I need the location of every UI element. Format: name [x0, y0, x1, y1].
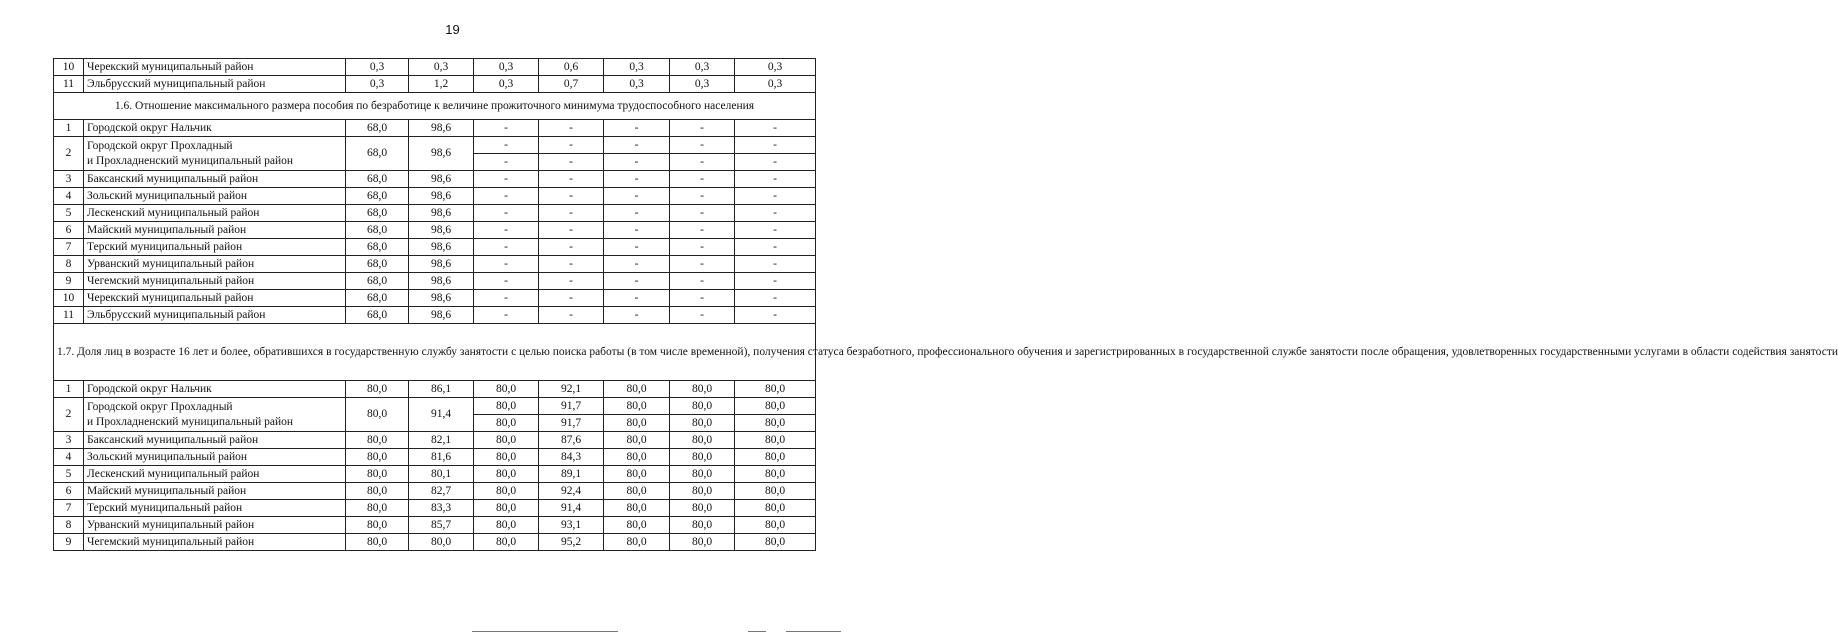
table-row	[54, 534, 816, 551]
value-cell: -	[670, 273, 735, 290]
municipality-name: Терский муниципальный район	[84, 239, 346, 256]
value-cell: 80,0	[346, 500, 409, 517]
value-cell: 86,1	[409, 381, 474, 398]
value-cell: -	[604, 239, 670, 256]
value-cell: 80,0	[474, 415, 539, 432]
value-cell: -	[604, 307, 670, 324]
municipality-name	[84, 137, 346, 171]
value-cell: 80,0	[474, 449, 539, 466]
value-cell: 68,0	[346, 307, 409, 324]
value-cell: 0,3	[409, 59, 474, 76]
value-cell: -	[735, 273, 816, 290]
value-cell: 68,0	[346, 188, 409, 205]
row-number: 11	[54, 307, 84, 324]
section-heading: 1.6. Отношение максимального размера пособия по безработице к величине прожиточного минимума трудоспособного населения	[54, 93, 816, 120]
section-1-6	[54, 93, 816, 171]
value-cell: -	[670, 171, 735, 188]
value-cell: 68,0	[346, 137, 409, 171]
row-number: 1	[54, 120, 84, 137]
value-cell: 91,4	[539, 500, 604, 517]
value-cell: 0,3	[346, 76, 409, 93]
value-cell: -	[539, 120, 604, 137]
value-cell: 80,0	[346, 483, 409, 500]
value-cell: 80,0	[474, 398, 539, 415]
table-row	[54, 239, 816, 256]
value-cell: 91,7	[539, 398, 604, 415]
value-cell: 80,0	[474, 381, 539, 398]
value-cell: 82,7	[409, 483, 474, 500]
value-cell: -	[735, 120, 816, 137]
municipality-name: Майский муниципальный район	[84, 483, 346, 500]
row-number: 5	[54, 466, 84, 483]
value-cell: -	[539, 137, 604, 154]
value-cell: 83,3	[409, 500, 474, 517]
value-cell: 0,3	[604, 59, 670, 76]
municipality-name: Зольский муниципальный район	[84, 188, 346, 205]
row-number: 11	[54, 76, 84, 93]
value-cell: -	[474, 239, 539, 256]
value-cell: -	[604, 273, 670, 290]
footer-rule	[786, 631, 841, 632]
municipality-name-line: Городской округ Прохладный	[87, 400, 233, 413]
value-cell: -	[474, 137, 539, 154]
value-cell: 80,0	[670, 483, 735, 500]
value-cell: 80,0	[474, 466, 539, 483]
value-cell: 80,0	[604, 534, 670, 551]
value-cell: 80,0	[735, 432, 816, 449]
municipality-name: Чегемский муниципальный район	[84, 534, 346, 551]
value-cell: 1,2	[409, 76, 474, 93]
value-cell: -	[670, 205, 735, 222]
value-cell: 80,0	[346, 398, 409, 432]
value-cell: 98,6	[409, 137, 474, 171]
table-row	[54, 381, 816, 398]
value-cell: -	[539, 205, 604, 222]
value-cell: 98,6	[409, 188, 474, 205]
table-row	[54, 449, 816, 466]
value-cell: 91,7	[539, 415, 604, 432]
municipality-name-line: и Прохладненский муниципальный район	[87, 415, 294, 428]
value-cell: 80,0	[604, 381, 670, 398]
municipality-name: Черекский муниципальный район	[84, 290, 346, 307]
row-number: 5	[54, 205, 84, 222]
table-row	[54, 188, 816, 205]
value-cell: -	[670, 256, 735, 273]
value-cell: -	[670, 222, 735, 239]
value-cell: 98,6	[409, 273, 474, 290]
value-cell: 98,6	[409, 290, 474, 307]
value-cell: -	[539, 222, 604, 239]
value-cell: 80,0	[735, 449, 816, 466]
row-number: 6	[54, 222, 84, 239]
value-cell: -	[474, 120, 539, 137]
value-cell: 98,6	[409, 171, 474, 188]
value-cell: 80,1	[409, 466, 474, 483]
value-cell: -	[539, 307, 604, 324]
section-heading-row	[54, 93, 816, 120]
value-cell: 92,1	[539, 381, 604, 398]
municipality-name: Эльбрусский муниципальный район	[84, 307, 346, 324]
value-cell: 80,0	[735, 398, 816, 415]
table-row	[54, 205, 816, 222]
value-cell: 68,0	[346, 120, 409, 137]
municipality-name: Чегемский муниципальный район	[84, 273, 346, 290]
value-cell: 80,0	[735, 466, 816, 483]
value-cell: 81,6	[409, 449, 474, 466]
value-cell: -	[735, 290, 816, 307]
value-cell: -	[539, 256, 604, 273]
value-cell: 98,6	[409, 205, 474, 222]
municipality-name-line: и Прохладненский муниципальный район	[87, 154, 294, 167]
value-cell: 68,0	[346, 239, 409, 256]
value-cell: -	[539, 239, 604, 256]
value-cell: 68,0	[346, 290, 409, 307]
row-number: 9	[54, 273, 84, 290]
section-1-7-rows	[54, 432, 816, 551]
value-cell: 68,0	[346, 273, 409, 290]
value-cell: 80,0	[670, 466, 735, 483]
section-1-7	[54, 324, 1838, 432]
value-cell: -	[735, 154, 816, 171]
section-1-5-tail	[54, 59, 816, 93]
table-row	[54, 307, 816, 324]
municipality-name: Городской округ Нальчик	[84, 120, 346, 137]
value-cell: -	[539, 290, 604, 307]
value-cell: 87,6	[539, 432, 604, 449]
row-number: 4	[54, 188, 84, 205]
row-number: 2	[54, 398, 84, 432]
value-cell: 80,0	[735, 381, 816, 398]
table-row	[54, 483, 816, 500]
row-number: 3	[54, 171, 84, 188]
value-cell: -	[474, 222, 539, 239]
value-cell: 93,1	[539, 517, 604, 534]
row-number: 8	[54, 517, 84, 534]
municipality-name: Урванский муниципальный район	[84, 256, 346, 273]
page-number: 19	[445, 22, 460, 37]
value-cell: -	[735, 307, 816, 324]
value-cell: 0,3	[670, 59, 735, 76]
value-cell: 80,0	[670, 449, 735, 466]
value-cell: -	[735, 239, 816, 256]
value-cell: -	[474, 154, 539, 171]
value-cell: 91,4	[409, 398, 474, 432]
value-cell: 80,0	[604, 466, 670, 483]
value-cell: 0,3	[474, 76, 539, 93]
value-cell: -	[604, 188, 670, 205]
section-1-6-rows	[54, 171, 816, 324]
municipality-name: Майский муниципальный район	[84, 222, 346, 239]
value-cell: -	[670, 307, 735, 324]
municipality-name	[84, 398, 346, 432]
value-cell: 68,0	[346, 256, 409, 273]
row-number: 6	[54, 483, 84, 500]
municipality-name: Терский муниципальный район	[84, 500, 346, 517]
row-number: 2	[54, 137, 84, 171]
value-cell: 80,0	[670, 432, 735, 449]
section-heading-row	[54, 324, 816, 381]
municipality-name: Урванский муниципальный район	[84, 517, 346, 534]
value-cell: -	[735, 137, 816, 154]
value-cell: -	[670, 120, 735, 137]
table-row	[54, 256, 816, 273]
value-cell: 89,1	[539, 466, 604, 483]
municipality-name: Зольский муниципальный район	[84, 449, 346, 466]
municipality-name: Городской округ Нальчик	[84, 381, 346, 398]
value-cell: 68,0	[346, 222, 409, 239]
value-cell: 80,0	[670, 500, 735, 517]
value-cell: -	[604, 205, 670, 222]
value-cell: 0,6	[539, 59, 604, 76]
value-cell: 80,0	[346, 381, 409, 398]
table-row	[54, 59, 816, 76]
value-cell: -	[735, 222, 816, 239]
value-cell: 0,3	[735, 76, 816, 93]
value-cell: 0,3	[346, 59, 409, 76]
value-cell: 80,0	[604, 398, 670, 415]
value-cell: 80,0	[346, 432, 409, 449]
value-cell: 80,0	[670, 415, 735, 432]
value-cell: 0,3	[604, 76, 670, 93]
row-number: 9	[54, 534, 84, 551]
row-number: 8	[54, 256, 84, 273]
table-row	[54, 273, 816, 290]
value-cell: 80,0	[346, 517, 409, 534]
value-cell: 80,0	[735, 517, 816, 534]
municipality-name: Баксанский муниципальный район	[84, 432, 346, 449]
municipality-name-line: Городской округ Прохладный	[87, 139, 233, 152]
value-cell: 80,0	[346, 449, 409, 466]
value-cell: -	[539, 188, 604, 205]
municipality-name: Черекский муниципальный район	[84, 59, 346, 76]
value-cell: 80,0	[346, 534, 409, 551]
table-row	[54, 171, 816, 188]
value-cell: 80,0	[474, 517, 539, 534]
indicators-table	[53, 58, 1838, 551]
value-cell: 80,0	[474, 432, 539, 449]
value-cell: 82,1	[409, 432, 474, 449]
row-number: 4	[54, 449, 84, 466]
row-number: 1	[54, 381, 84, 398]
value-cell: 80,0	[670, 534, 735, 551]
value-cell: -	[735, 171, 816, 188]
value-cell: 0,3	[670, 76, 735, 93]
table-row	[54, 290, 816, 307]
value-cell: 84,3	[539, 449, 604, 466]
value-cell: -	[474, 205, 539, 222]
value-cell: -	[604, 154, 670, 171]
value-cell: 80,0	[346, 466, 409, 483]
value-cell: -	[604, 171, 670, 188]
value-cell: 80,0	[474, 534, 539, 551]
value-cell: -	[539, 171, 604, 188]
table-row	[54, 517, 816, 534]
value-cell: 95,2	[539, 534, 604, 551]
table-row	[54, 432, 816, 449]
table-row	[54, 500, 816, 517]
footer-rule	[472, 631, 618, 632]
value-cell: 98,6	[409, 307, 474, 324]
table-row	[54, 76, 816, 93]
value-cell: -	[474, 273, 539, 290]
value-cell: -	[735, 205, 816, 222]
value-cell: 98,6	[409, 239, 474, 256]
value-cell: 80,0	[604, 500, 670, 517]
value-cell: 0,7	[539, 76, 604, 93]
municipality-name: Эльбрусский муниципальный район	[84, 76, 346, 93]
value-cell: 98,6	[409, 222, 474, 239]
value-cell: 98,6	[409, 120, 474, 137]
value-cell: 80,0	[735, 500, 816, 517]
value-cell: -	[604, 290, 670, 307]
row-number: 10	[54, 290, 84, 307]
table-row	[54, 222, 816, 239]
value-cell: -	[604, 256, 670, 273]
municipality-name: Баксанский муниципальный район	[84, 171, 346, 188]
value-cell: -	[474, 256, 539, 273]
value-cell: -	[474, 307, 539, 324]
value-cell: -	[604, 137, 670, 154]
value-cell: 80,0	[670, 398, 735, 415]
value-cell: 0,3	[735, 59, 816, 76]
row-number: 10	[54, 59, 84, 76]
value-cell: 80,0	[670, 381, 735, 398]
value-cell: 80,0	[604, 517, 670, 534]
value-cell: 68,0	[346, 171, 409, 188]
value-cell: -	[474, 188, 539, 205]
value-cell: -	[735, 256, 816, 273]
value-cell: 80,0	[474, 500, 539, 517]
value-cell: -	[539, 154, 604, 171]
value-cell: 80,0	[604, 449, 670, 466]
value-cell: -	[474, 290, 539, 307]
value-cell: 80,0	[604, 432, 670, 449]
footer-rule	[748, 631, 766, 632]
value-cell: -	[735, 188, 816, 205]
value-cell: -	[539, 273, 604, 290]
value-cell: -	[670, 239, 735, 256]
value-cell: -	[604, 120, 670, 137]
table-row	[54, 137, 816, 154]
value-cell: 80,0	[735, 483, 816, 500]
row-number: 7	[54, 500, 84, 517]
value-cell: -	[670, 188, 735, 205]
value-cell: 80,0	[735, 415, 816, 432]
value-cell: 80,0	[474, 483, 539, 500]
row-number: 3	[54, 432, 84, 449]
value-cell: 98,6	[409, 256, 474, 273]
value-cell: -	[670, 290, 735, 307]
table-row	[54, 466, 816, 483]
value-cell: 68,0	[346, 205, 409, 222]
municipality-name: Лескенский муниципальный район	[84, 205, 346, 222]
value-cell: 80,0	[409, 534, 474, 551]
row-number: 7	[54, 239, 84, 256]
value-cell: 80,0	[604, 415, 670, 432]
value-cell: -	[604, 222, 670, 239]
section-heading: 1.7. Доля лиц в возрасте 16 лет и более, обратившихся в государственную службу занятости с целью поиска работы (в том числе временной), получения статуса безработного, профессионального обучения и зарегистрированных в государственной службе занятости после обращения, удовлетворенных государственными услугами в области содействия занятости	[54, 324, 816, 381]
value-cell: 0,3	[474, 59, 539, 76]
table-row	[54, 398, 816, 415]
value-cell: 80,0	[670, 517, 735, 534]
value-cell: -	[474, 171, 539, 188]
municipality-name: Лескенский муниципальный район	[84, 466, 346, 483]
value-cell: 80,0	[604, 483, 670, 500]
value-cell: -	[670, 154, 735, 171]
value-cell: 85,7	[409, 517, 474, 534]
value-cell: 80,0	[735, 534, 816, 551]
table-row	[54, 120, 816, 137]
value-cell: 92,4	[539, 483, 604, 500]
value-cell: -	[670, 137, 735, 154]
